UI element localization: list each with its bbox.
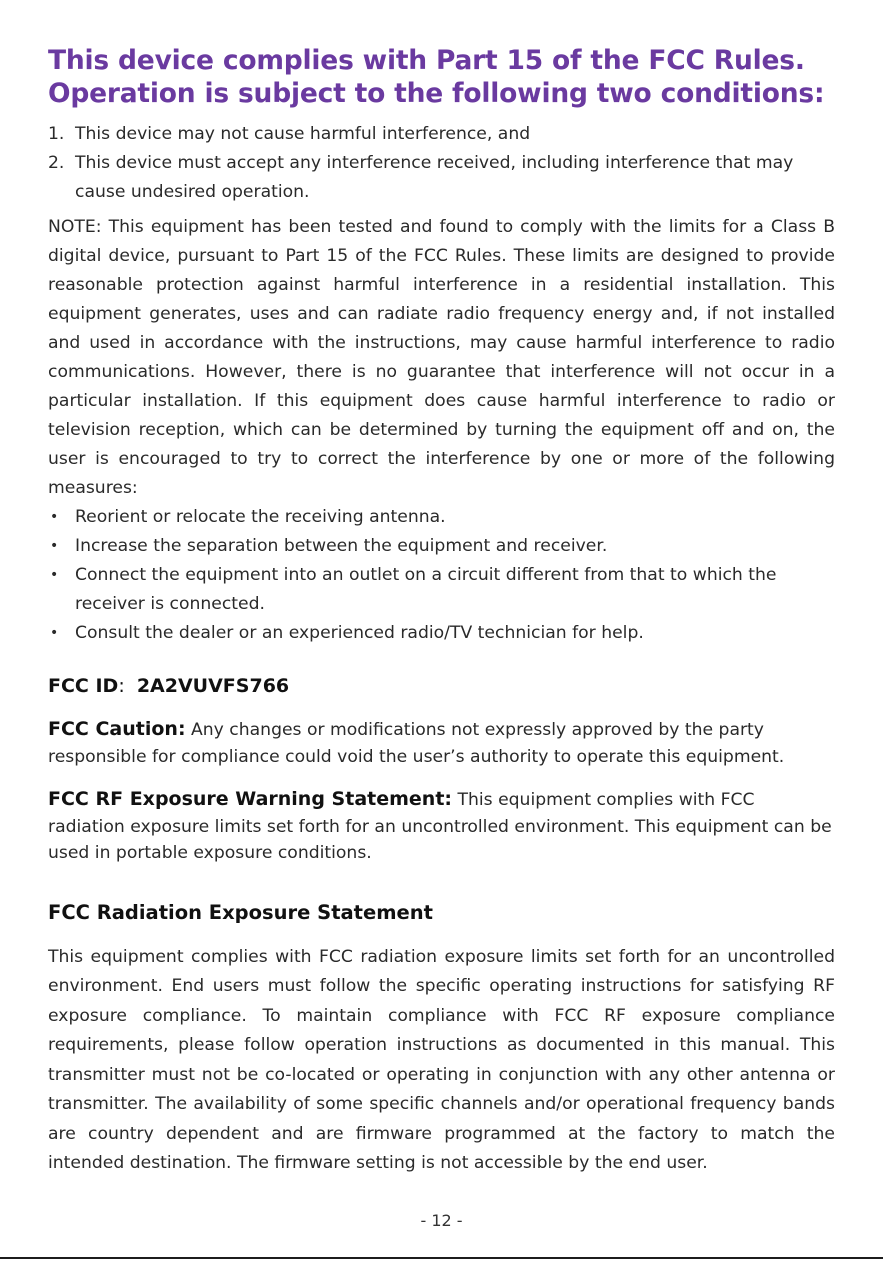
measure-text: Reorient or relocate the receiving antenna. [75,507,446,527]
measure-text: Connect the equipment into an outlet on a circuit different from that to which the receiver is connected. [75,565,777,614]
rf-warning-paragraph [48,786,835,867]
condition-number: 2. [48,153,65,173]
bottom-divider [0,1257,883,1259]
fcc-id-separator: : [118,675,125,697]
measure-item [48,532,835,561]
measure-text: Consult the dealer or an experienced radio/TV technician for help. [75,623,644,643]
document-page [48,44,835,1179]
condition-number: 1. [48,124,65,144]
radiation-paragraph: This equipment complies with FCC radiation exposure limits set forth for an uncontrolled environment. End users must follow the specific operating instructions for satisfying RF exposure compliance. To maintain compliance with FCC RF exposure compliance requirements, please follow operation instructions as documented in this manual. This transmitter must not be co-located or operating in conjunction with any other antenna or transmitter. The availability of some specific channels and/or operational frequency bands are country dependent and are firmware programmed at the factory to match the intended destination. The firmware setting is not accessible by the end user. [48,946,835,1174]
fcc-caution-label: FCC Caution: [48,718,186,740]
bullet-icon: • [50,538,59,554]
note-paragraph: NOTE: This equipment has been tested and found to comply with the limits for a Class B digital device, pursuant to Part 15 of the FCC Rules. These limits are designed to provide reasonable protection against harmful interference in a residential installation. This equipment generates, uses and can radiate radio frequency energy and, if not installed and used in accordance with the instructions, may cause harmful interference to radio communications. However, there is no guarantee that interference will not occur in a particular installation. If this equipment does cause harmful interference to radio or television reception, which can be determined by turning the equipment off and on, the user is encouraged to try to correct the interference by one or more of the following measures: [48,217,835,498]
conditions-list [48,120,835,207]
fcc-id-label: FCC ID [48,675,119,697]
fcc-id-value: 2A2VUVFS766 [136,675,290,697]
fcc-caution-paragraph [48,716,835,770]
title-line-1: This device complies with Part 15 of the FCC Rules. [48,45,805,76]
fcc-id-line [48,672,835,700]
page-title [48,44,835,110]
fcc-caution-text: Any changes or modifications not expressly approved by the party responsible for compliance could void the user’s authority to operate this equipment. [48,720,785,767]
condition-item [48,149,835,207]
measure-item [48,619,835,648]
page-number: - 12 - [420,1211,463,1230]
measure-item [48,503,835,532]
measures-list [48,503,835,648]
condition-text: This device may not cause harmful interference, and [75,124,531,144]
radiation-heading: FCC Radiation Exposure Statement [48,900,433,924]
bullet-icon: • [50,567,59,583]
condition-text: This device must accept any interference received, including interference that may cause undesired operation. [75,153,794,202]
measure-item [48,561,835,619]
rf-warning-text: This equipment complies with FCC radiation exposure limits set forth for an uncontrolled environment. This equipment can be used in portable exposure conditions. [48,790,832,863]
bullet-icon: • [50,509,59,525]
rf-warning-label: FCC RF Exposure Warning Statement: [48,788,453,810]
condition-item [48,120,835,149]
title-line-2: Operation is subject to the following two conditions: [48,78,825,109]
bullet-icon: • [50,625,59,641]
measure-text: Increase the separation between the equipment and receiver. [75,536,608,556]
